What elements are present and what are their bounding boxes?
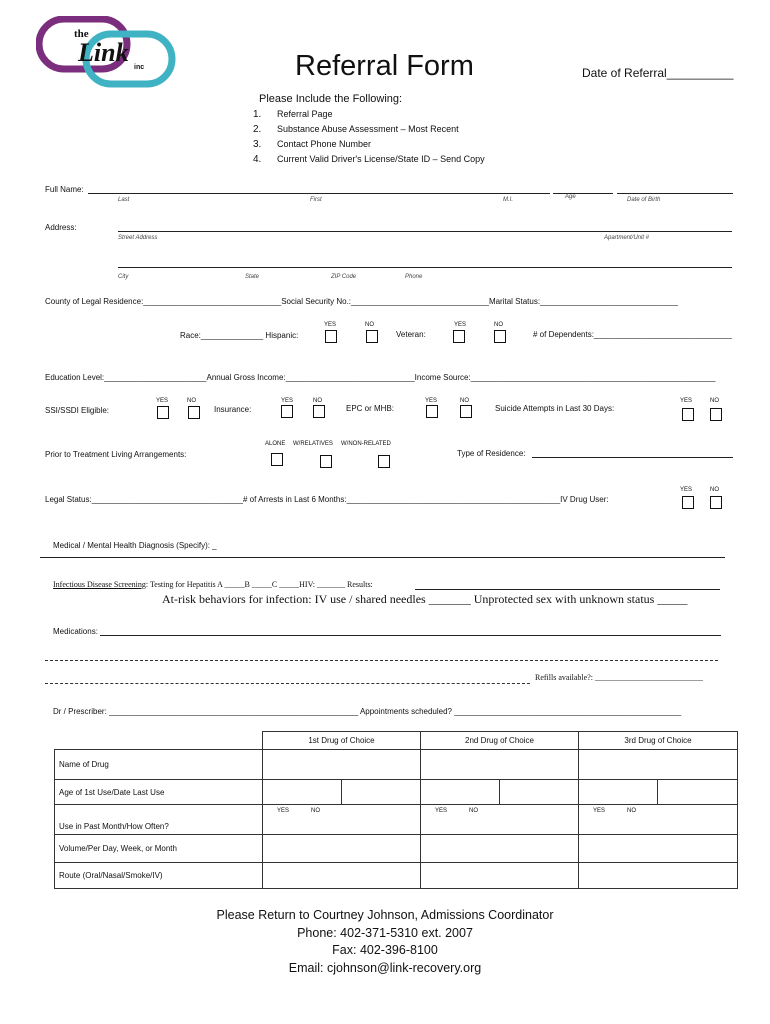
race-hispanic-label[interactable]: Race:______________ Hispanic:: [180, 331, 299, 340]
state-caption: State: [245, 274, 260, 280]
table-cell[interactable]: [263, 835, 421, 863]
street-line[interactable]: [118, 231, 732, 232]
table-cell[interactable]: [263, 750, 421, 780]
first-name-caption: First: [310, 197, 322, 203]
include-heading: Please Include the Following:: [259, 93, 403, 105]
with-non-related-checkbox[interactable]: [378, 455, 390, 468]
iv-no-label: NO: [710, 487, 719, 493]
prescriber-row[interactable]: Dr / Prescriber: ________________________________________________________ Appointments scheduled? ___________________________________________________: [53, 707, 682, 716]
table-cell[interactable]: [263, 863, 421, 889]
apt-caption: Apartment/Unit #: [604, 235, 650, 241]
dob-line[interactable]: [617, 193, 733, 194]
full-name-label: Full Name:: [45, 185, 84, 194]
residence-line[interactable]: [532, 457, 733, 458]
footer-phone: Phone: 402-371-5310 ext. 2007: [297, 925, 473, 940]
list-item: 1. Referral Page: [253, 109, 333, 120]
logo: [36, 16, 176, 88]
veteran-yes-checkbox[interactable]: [453, 330, 465, 343]
table-cell[interactable]: [263, 780, 342, 805]
include-list: [253, 107, 485, 167]
date-of-referral-field[interactable]: Date of Referral__________: [582, 66, 734, 80]
suicide-yes-checkbox[interactable]: [682, 408, 694, 421]
logo-the: the: [74, 28, 89, 40]
table-cell[interactable]: [579, 780, 658, 805]
table-cell[interactable]: [579, 750, 738, 780]
table-cell[interactable]: [658, 780, 738, 805]
with-relatives-checkbox[interactable]: [320, 455, 332, 468]
with-non-related-label: W/NON-RELATED: [341, 441, 391, 447]
epc-yes-label: YES: [425, 398, 438, 404]
epc-no-checkbox[interactable]: [460, 405, 472, 418]
drug-of-choice-table: [54, 731, 738, 889]
list-item: 4. Current Valid Driver's License/State ID – Send Copy: [253, 154, 485, 165]
insurance-yes-label: YES: [281, 398, 294, 404]
page-title: Referral Form: [295, 50, 474, 82]
table-cell[interactable]: YES NO: [579, 805, 738, 835]
living-arrangements-label: Prior to Treatment Living Arrangements:: [45, 450, 187, 459]
ssi-yes-label: YES: [156, 398, 169, 404]
list-item: 3. Contact Phone Number: [253, 139, 372, 150]
insurance-label: Insurance:: [214, 405, 252, 414]
suicide-no-label: NO: [710, 398, 719, 404]
at-risk-behaviors[interactable]: At-risk behaviors for infection: IV use / shared needles _______ Unprotected sex with unknown status _____: [162, 592, 688, 606]
table-cell[interactable]: YES NO: [421, 805, 579, 835]
iv-yes-checkbox[interactable]: [682, 496, 694, 509]
infectious-screening-row[interactable]: [53, 580, 373, 589]
alone-checkbox[interactable]: [271, 453, 283, 466]
medical-diagnosis-label: Medical / Mental Health Diagnosis (Specify): _: [53, 541, 217, 550]
results-line[interactable]: [415, 589, 720, 590]
ssi-label: SSI/SSDI Eligible:: [45, 406, 110, 415]
veteran-label: Veteran:: [396, 330, 426, 339]
age-caption: Age: [565, 194, 576, 200]
iv-no-checkbox[interactable]: [710, 496, 722, 509]
footer-contact: [0, 907, 770, 977]
education-income-row[interactable]: Education Level:_______________________Annual Gross Income:_____________________________Income Source:_______________________________________________________: [45, 373, 716, 382]
address-label: Address:: [45, 223, 77, 232]
table-cell[interactable]: YES NO: [263, 805, 421, 835]
table-row-label: Volume/Per Day, Week, or Month: [55, 835, 263, 863]
suicide-label: Suicide Attempts in Last 30 Days:: [495, 404, 615, 413]
hispanic-yes-label: YES: [324, 322, 337, 328]
table-header: 3rd Drug of Choice: [579, 732, 738, 750]
table-row-label: Name of Drug: [55, 750, 263, 780]
ssi-no-label: NO: [187, 398, 196, 404]
hispanic-no-checkbox[interactable]: [366, 330, 378, 343]
medications-line-2[interactable]: [45, 660, 718, 661]
dob-caption: Date of Birth: [627, 197, 661, 203]
table-cell[interactable]: [421, 863, 579, 889]
last-name-caption: Last: [118, 197, 130, 203]
epc-yes-checkbox[interactable]: [426, 405, 438, 418]
alone-label: ALONE: [265, 441, 286, 447]
logo-link: Link: [78, 38, 129, 67]
hispanic-yes-checkbox[interactable]: [325, 330, 337, 343]
street-caption: Street Address: [118, 235, 158, 241]
suicide-no-checkbox[interactable]: [710, 408, 722, 421]
phone-caption: Phone: [405, 274, 423, 280]
table-header: 2nd Drug of Choice: [421, 732, 579, 750]
table-header: 1st Drug of Choice: [263, 732, 421, 750]
mi-caption: M.I.: [503, 197, 513, 203]
infectious-screening-fields: : Testing for Hepatitis A _____B _____C _____HIV: _______ Results:: [145, 580, 373, 589]
table-row-label: Route (Oral/Nasal/Smoke/IV): [55, 863, 263, 889]
table-cell[interactable]: [500, 780, 579, 805]
age-line[interactable]: [553, 193, 613, 194]
table-cell[interactable]: [421, 835, 579, 863]
veteran-yes-label: YES: [454, 322, 467, 328]
table-row-label: Use in Past Month/How Often?: [55, 805, 263, 835]
table-cell[interactable]: [421, 780, 500, 805]
refills-field[interactable]: Refills available?: ___________________________: [535, 673, 703, 682]
hispanic-no-label: NO: [365, 322, 374, 328]
city-line[interactable]: [118, 267, 732, 268]
veteran-no-checkbox[interactable]: [494, 330, 506, 343]
residence-label: Type of Residence:: [457, 449, 526, 458]
medications-line-3[interactable]: [45, 683, 530, 684]
infectious-screening-label: Infectious Disease Screening: [53, 580, 146, 589]
medications-label: Medications:: [53, 627, 98, 636]
footer-email[interactable]: Email: cjohnson@link-recovery.org: [288, 960, 482, 975]
list-item: 2. Substance Abuse Assessment – Most Recent: [253, 124, 459, 135]
iv-yes-label: YES: [680, 487, 693, 493]
epc-label: EPC or MHB:: [346, 404, 395, 413]
footer-fax: Fax: 402-396-8100: [332, 943, 438, 957]
table-cell[interactable]: [421, 750, 579, 780]
city-caption: City: [118, 274, 129, 280]
suicide-yes-label: YES: [680, 398, 693, 404]
ssi-no-checkbox[interactable]: [188, 406, 200, 419]
county-ssn-marital-row[interactable]: County of Legal Residence:_______________________________Social Security No.:_______________________________Marital Status:_______________________________: [45, 297, 678, 306]
footer-return-to: Please Return to Courtney Johnson, Admissions Coordinator: [216, 908, 554, 922]
zip-caption: ZIP Code: [331, 274, 357, 280]
veteran-no-label: NO: [494, 322, 503, 328]
table-cell[interactable]: [579, 835, 738, 863]
medical-diagnosis-line[interactable]: [40, 557, 725, 558]
with-relatives-label: W/RELATIVES: [293, 441, 333, 447]
legal-status-row[interactable]: Legal Status:__________________________________# of Arrests in Last 6 Months:________________________________________________IV Drug User:: [45, 495, 609, 504]
epc-no-label: NO: [460, 398, 469, 404]
insurance-yes-checkbox[interactable]: [281, 405, 293, 418]
dependents-field[interactable]: # of Dependents:_______________________________: [533, 330, 732, 339]
table-cell[interactable]: [342, 780, 421, 805]
table-row-label: Age of 1st Use/Date Last Use: [55, 780, 263, 805]
insurance-no-checkbox[interactable]: [313, 405, 325, 418]
insurance-no-label: NO: [313, 398, 322, 404]
logo-inc: inc: [134, 64, 145, 71]
medications-line-1[interactable]: [100, 635, 721, 636]
full-name-line[interactable]: [88, 193, 550, 194]
ssi-yes-checkbox[interactable]: [157, 406, 169, 419]
table-cell[interactable]: [579, 863, 738, 889]
